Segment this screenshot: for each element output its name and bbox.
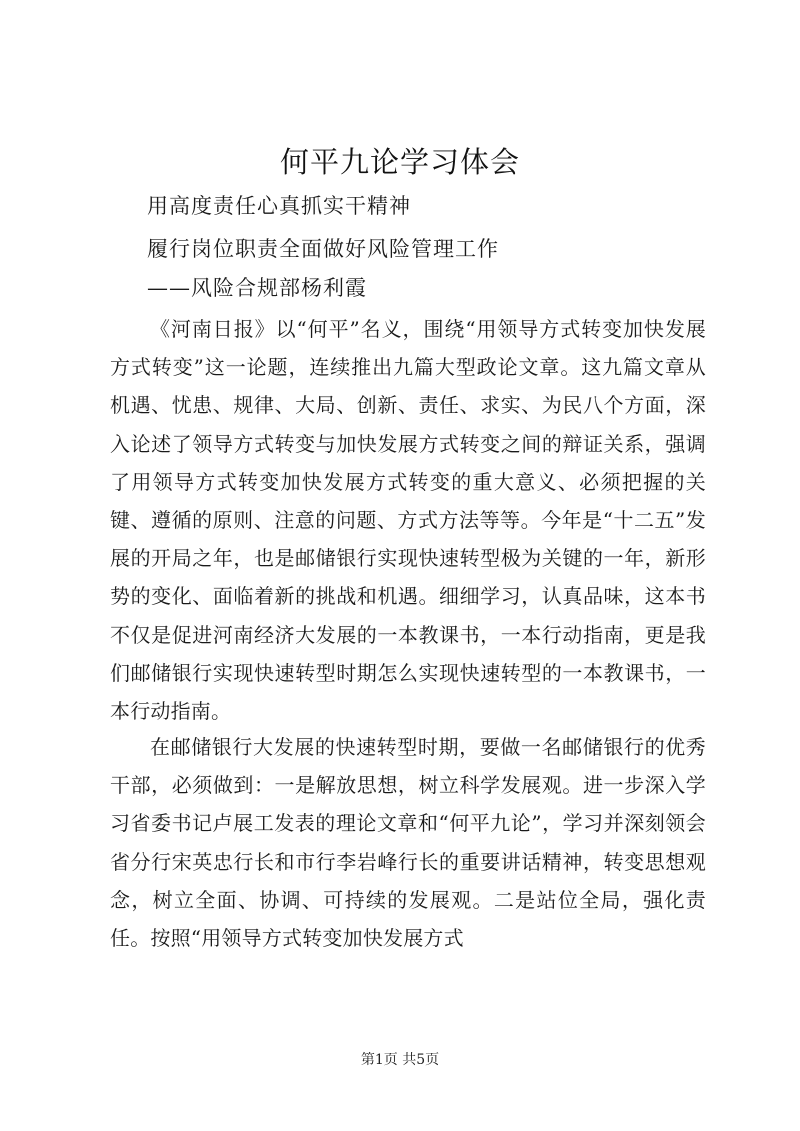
document-title: 何平九论学习体会 [279,145,520,179]
body-paragraph-1: 《河南日报》以“何平”名义，围绕“用领导方式转变加快发展方式转变”这一论题，连续推出九篇大型政论文章。这九篇文章从机遇、忧患、规律、大局、创新、责任、求实、为民八个方面，深入论述了领导方式转变与加快发展方式转变之间的辩证关系，强调了用领导方式转变加快发展方式转变的重大意义、必须把握的关键、遵循的原则、注意的问题、方式方法等等。今年是“十二五”发展的开局之年，也是邮储银行实现快速转型极为关键的一年，新形势的变化、面临着新的挑战和机遇。细细学习，认真品味，这本书不仅是促进河南经济大发展的一本教课书，一本行动指南，更是我们邮储银行实现快速转型时期怎么实现快速转型的一本教课书，一本行动指南。 [110,317,706,724]
author-line: ——风险合规部杨利霞 [147,276,367,300]
body-paragraph-2: 在邮储银行大发展的快速转型时期，要做一名邮储银行的优秀干部，必须做到：一是解放思想，树立科学发展观。进一步深入学习省委书记卢展工发表的理论文章和“何平九论”，学习并深刻领会省分行宋英忠行长和市行李岩峰行长的重要讲话精神，转变思想观念，树立全面、协调、可持续的发展观。二是站位全局，强化责任。按照“用领导方式转变加快发展方式 [110,735,706,951]
page-footer: 第1页 共5页 [360,1052,440,1068]
subtitle-line-2: 履行岗位职责全面做好风险管理工作 [147,237,499,261]
subtitle-line-1: 用高度责任心真抓实干精神 [147,194,411,218]
